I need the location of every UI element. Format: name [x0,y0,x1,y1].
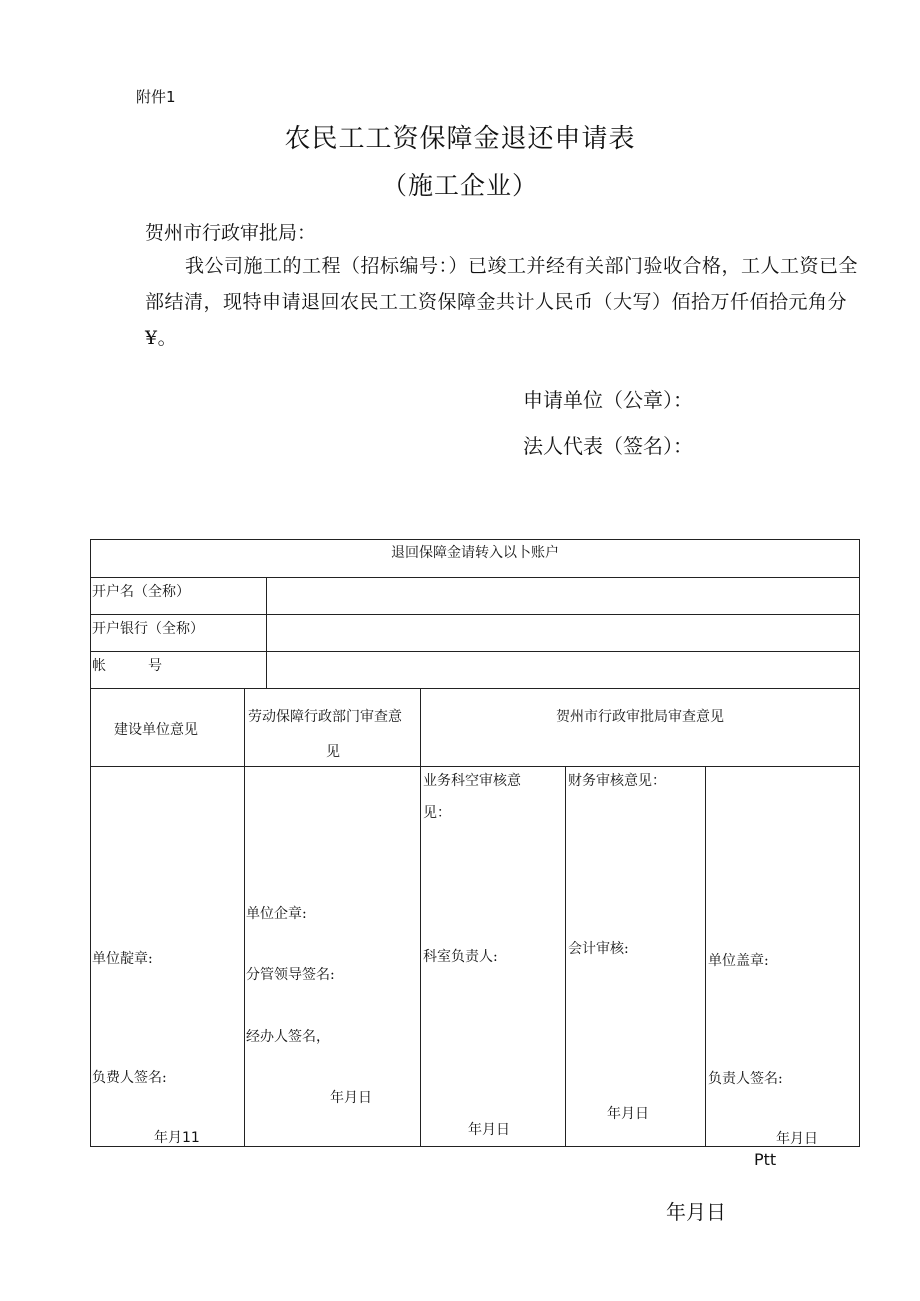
section-head-sign: 科室负责人: [423,949,498,965]
labor-leader-sign: 分管领导签名: [246,967,335,983]
refund-form-table [90,539,860,1147]
business-review-line1: 业务科空审核意 [423,773,521,789]
account-number-label: 帐 号 [92,658,162,674]
form-title: 农民工工资保障金退还申请表 [284,124,636,154]
labor-dept-opinion-header-line1: 劳动保障行政部门审查意 [248,709,402,725]
col-divider [565,766,566,1147]
attachment-label: 附件1 [136,88,176,106]
bureau-date: 年月日 [776,1131,818,1147]
row-divider [90,688,860,689]
col-divider-account [266,577,267,688]
table-border-top [90,539,860,540]
labor-dept-opinion-header-line2: 见 [326,744,340,760]
final-date: 年月日 [666,1200,726,1224]
table-border-left [90,539,91,1147]
row-divider [90,766,860,767]
bank-label: 开户银行（全称） [92,621,204,637]
account-header: 退回保障金请转入以卜账户 [391,545,559,561]
form-subtitle: （施工企业） [381,171,538,200]
labor-handler-sign: 经办人签名， [246,1029,330,1045]
bureau-responsible-sign: 负责人签名: [708,1071,783,1087]
finance-date: 年月日 [607,1106,649,1122]
account-name-field[interactable] [268,578,858,613]
letter-body-text: 我公司施工的工程（招标编号：）已竣工并经有关部门验收合格，工人工资已全部结清，现特申请退回农民工工资保障金共计人民币（大写）佰拾万仟佰拾元角分¥。 [145,255,859,349]
bureau-unit-seal: 单位盖章: [708,953,769,969]
business-review-line2: 见： [423,805,451,821]
col-divider [420,688,421,1147]
business-date: 年月日 [468,1122,510,1138]
construction-date: 年月11 [154,1130,200,1146]
construction-unit-seal: 单位靛章: [92,951,153,967]
col-divider [705,766,706,1147]
finance-review: 财务审核意见： [568,773,666,789]
addressee: 贺州市行政审批局： [145,222,317,244]
approval-bureau-opinion-header: 贺州市行政审批局审查意见 [556,709,724,725]
legal-representative-signature: 法人代表（签名）： [523,434,693,458]
account-name-label: 开户名（全称） [92,584,190,600]
table-border-bottom [90,1146,860,1147]
letter-body [145,248,861,356]
ptt-mark: Ptt [754,1150,777,1169]
account-number-field[interactable] [268,652,858,687]
labor-unit-stamp: 单位企章: [246,906,307,922]
construction-responsible-sign: 负费人签名: [92,1070,167,1086]
accounting-review: 会计审核: [568,941,629,957]
table-border-right [859,539,860,1147]
labor-date: 年月日 [330,1090,372,1106]
bank-field[interactable] [268,615,858,650]
col-divider [244,688,245,1147]
construction-unit-opinion-header: 建设单位意见 [114,722,198,738]
applicant-unit-seal: 申请单位（公章）： [523,388,693,412]
